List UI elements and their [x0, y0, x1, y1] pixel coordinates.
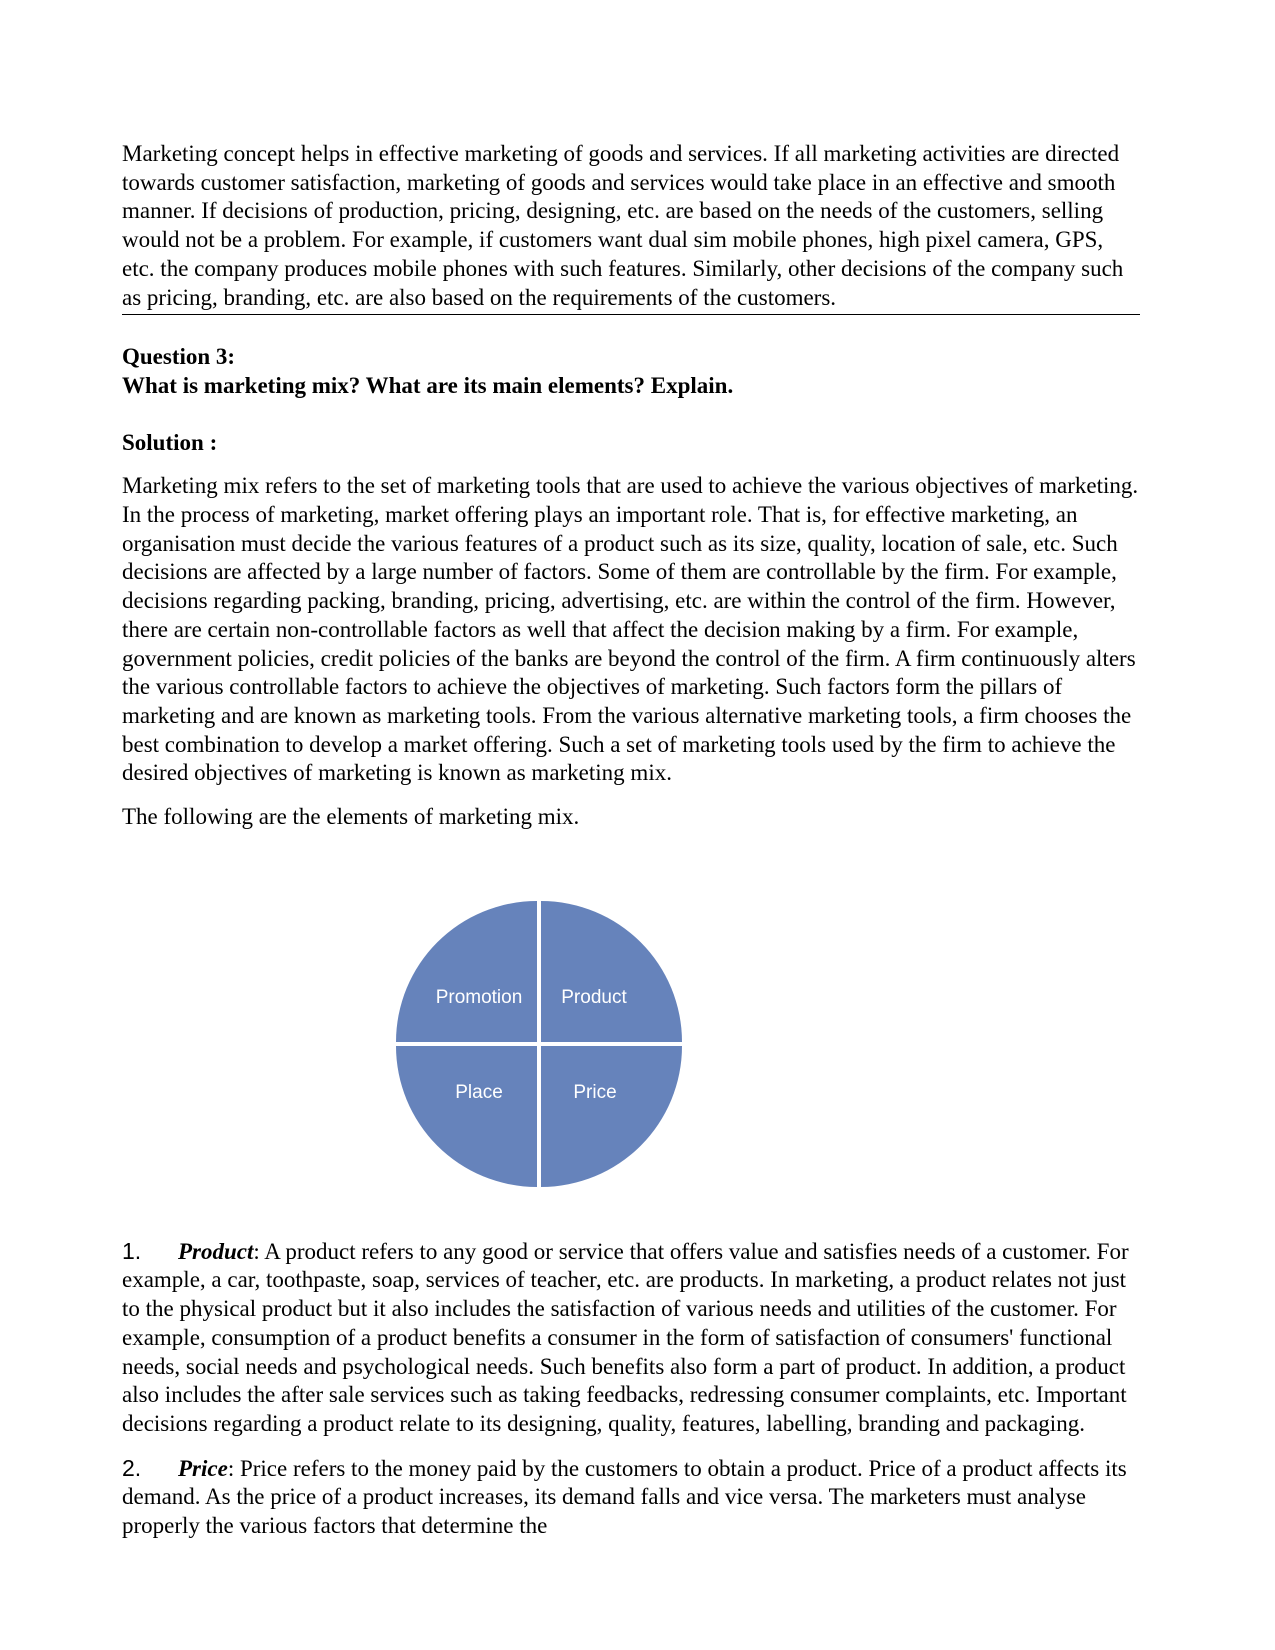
item-term: Product — [178, 1238, 254, 1264]
quadrant-bottom-right — [541, 1046, 682, 1187]
question-text: What is marketing mix? What are its main elements? Explain. — [122, 372, 734, 398]
question-title: Question 3: — [122, 344, 236, 370]
quadrant-top-right — [541, 901, 682, 1042]
item-number: 1. — [122, 1237, 142, 1264]
item-text: : A product refers to any good or service that offers value and satisfies needs of a customer. For example, a car, toothpaste, soap, services of teacher, etc. are products. In marketing, a product relates not just to the physical product but it also includes the satisfaction of various needs and utilities of the customer. For example, consumption of a product benefits a consumer in the form of satisfaction of consumers' functional needs, social needs and psychological needs. Such benefits also form a part of product. In addition, a product also includes the after sale services such as taking feedbacks, redressing consumer complaints, etc. Important decisions regarding a product relate to its designing, quality, features, labelling, branding and packaging. — [122, 1238, 1129, 1436]
quadrant-label-place: Place — [455, 1081, 503, 1103]
quadrant-label-promotion: Promotion — [435, 986, 523, 1008]
quadrant-bottom-left — [396, 1046, 537, 1187]
elements-intro: The following are the elements of marketing mix. — [122, 804, 580, 830]
solution-heading: Solution : — [122, 429, 218, 455]
section-divider — [122, 314, 1140, 315]
quadrant-label-price: Price — [573, 1081, 617, 1103]
solution-paragraph: Marketing mix refers to the set of marketing tools that are used to achieve the various objectives of marketing. In the process of marketing, market offering plays an important role. That is, for effective marketing, an organisation must decide the various features of a product such as its size, quality, location of sale, etc. Such decisions are affected by a large number of factors. Some of them are controllable by the firm. For example, decisions regarding packing, branding, pricing, advertising, etc. are within the control of the firm. However, there are certain non-controllable factors as well that affect the decision making by a firm. For example, government policies, credit policies of the banks are beyond the control of the firm. A firm continuously alters the various controllable factors to achieve the objectives of marketing. Such factors form the pillars of marketing and are known as marketing tools. From the various alternative marketing tools, a firm chooses the best combination to develop a market offering. Such a set of marketing tools used by the firm to achieve the desired objectives of marketing is known as marketing mix. — [122, 473, 1139, 786]
quadrant-label-product: Product — [561, 986, 627, 1008]
item-text: : Price refers to the money paid by the customers to obtain a product. Price of a product affects its demand. As the price of a product increases, its demand falls and vice versa. The marketers must analyse properly the various factors that determine the — [122, 1455, 1127, 1539]
intro-paragraph: Marketing concept helps in effective marketing of goods and services. If all marketing activities are directed towards customer satisfaction, marketing of goods and services would take place in an effective and smooth manner. If decisions of production, pricing, designing, etc. are based on the needs of the customers, selling would not be a problem. For example, if customers want dual sim mobile phones, high pixel camera, GPS, etc. the company produces mobile phones with such features. Similarly, other decisions of the company such as pricing, branding, etc. are also based on the requirements of the customers. — [122, 141, 1124, 310]
item-number: 2. — [122, 1454, 142, 1481]
item-term: Price — [178, 1455, 228, 1481]
quadrant-top-left — [396, 901, 537, 1042]
list-item-product — [122, 1237, 1140, 1439]
marketing-mix-diagram — [122, 862, 1140, 1207]
document-page — [122, 140, 1140, 1541]
list-item-price — [122, 1454, 1140, 1541]
